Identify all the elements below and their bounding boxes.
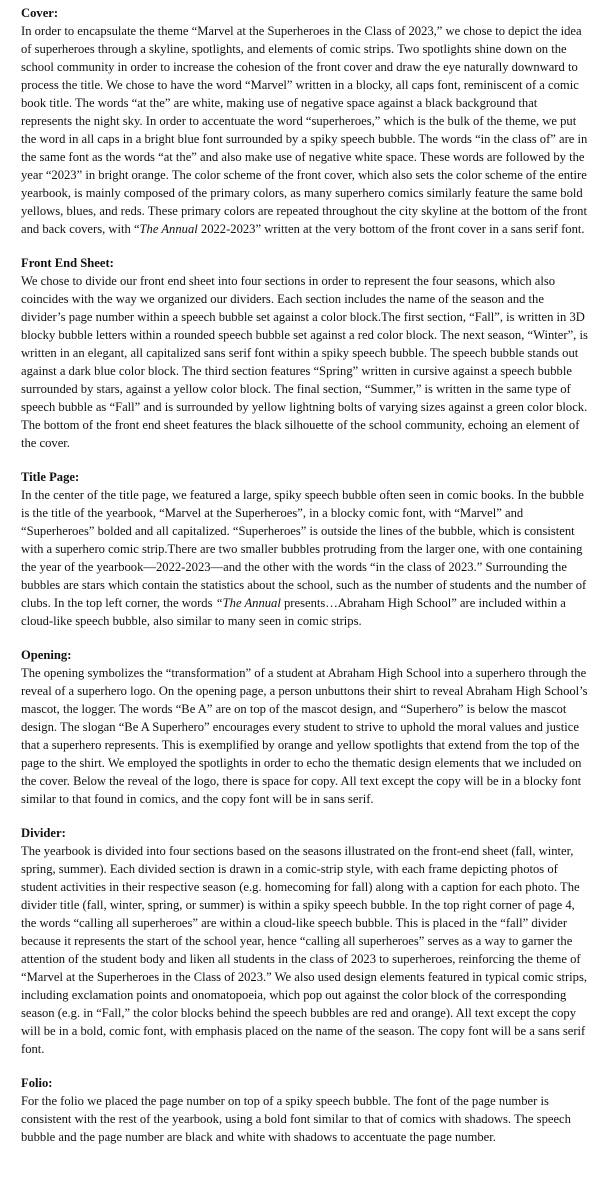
section-divider [21,824,588,1058]
section-title-page [21,468,588,630]
section-heading: Front End Sheet: [21,256,114,270]
section-heading: Folio: [21,1076,53,1090]
body-text: We chose to divide our front end sheet into four sections in order to represent the four seasons, which also coincides with the way we organized our dividers. Each section includes the name of the season and the divider’s page number within a speech bubble set against a color block.The first section, “Fall”, is written in 3D blocky bubble letters within a rounded speech bubble set against a red color block. The next season, “Winter”, is written in an elegant, all capitalized sans serif font within a spiky speech bubble. The speech bubble stands out against a dark blue color block. The third section features “Spring” written in cursive against a speech bubble surrounded by stars, against a yellow color block. The final section, “Summer,” is written in the same type of speech bubble as “Fall” and is surrounded by yellow lightning bolts of varying sizes against a green color block. The bottom of the front end sheet features the black silhouette of the school community, echoing an element of the cover. [21,274,588,450]
section-heading: Title Page: [21,470,80,484]
body-text: The opening symbolizes the “transformation” of a student at Abraham High School into a superhero through the reveal of a superhero logo. On the opening page, a person unbuttons their shirt to reveal Abraham High School’s mascot, the logger. The words “Be A” are on top of the mascot design, and “Superhero” is below the mascot design. The slogan “Be A Superhero” encourages every student to strive to uphold the moral values and justice that a superhero represents. This is exemplified by orange and yellow spotlights that extend from the top of the page to the shirt. We employed the spotlights in order to echo the thematic design elements that we included on the cover. Below the reveal of the logo, there is space for copy. All text except the copy will be in a blocky font similar to that found in comics, and the copy font will be in sans serif. [21,666,588,806]
section-body [21,22,588,238]
section-heading: Opening: [21,648,72,662]
body-text: The yearbook is divided into four sections based on the seasons illustrated on the front-end sheet (fall, winter, spring, summer). Each divided section is drawn in a comic-strip style, with each frame depicting photos of student activities in their respective season (e.g. homecoming for fall) along with a caption for each photo. The divider title (fall, winter, spring, or summer) is within a spiky speech bubble. In the top right corner of page 4, the words “calling all superheroes” are within a cloud-like speech bubble. This is placed in the “fall” divider because it represents the start of the school year, hence “calling all superheroes” serves as a way to garner the attention of the student body and liken all students in the class of 2023 to superheroes, reinforcing the theme of “Marvel at the Superheroes in the Class of 2023.” We also used design elements featured in typical comic strips, including exclamation points and onomatopoeia, which pop out against the color block of the corresponding season (e.g. in “Fall,” the color blocks behind the speech bubbles are red and orange). All text except the copy will be in a bold, comic font, with emphasis placed on the name of the season. The copy font will be a sans serif font. [21,844,588,1056]
section-body [21,486,588,630]
body-text: In the center of the title page, we featured a large, spiky speech bubble often seen in comic books. In the bubble is the title of the yearbook, “Marvel at the Superheroes”, in a blocky comic font, with “Marvel” and “Superheroes” bolded and all capitalized. “Superheroes” is outside the lines of the bubble, which is consistent with a superhero comic strip.There are two smaller bubbles protruding from the larger one, with one containing the year of the yearbook—2022-2023—and the other with the words “in the class of 2023.” Surrounding the bubbles are stars which contain the statistics about the school, such as the number of students and the number of clubs. In the top left corner, the words [21,488,587,610]
body-text: In order to encapsulate the theme “Marvel at the Superheroes in the Class of 2023,” we chose to depict the idea of superheroes through a skyline, spotlights, and elements of comic strips. Two spotlights shine down on the school community in order to increase the cohesion of the front cover and draw the eye naturally downward to process the title. We chose to have the word “Marvel” written in a blocky, all caps font, reminiscent of a comic book title. The words “at the” are white, making use of negative space against a black background that represents the night sky. In order to accentuate the word “superheroes,” which is the bulk of the theme, we put the word in all caps in a bright blue font surrounded by a spiky speech bubble. The words “in the class of” are in the same font as the words “at the” and also make use of negative white space. These words are followed by the year “2023” in bright orange. The color scheme of the front cover, which also sets the color scheme of the entire yearbook, is mainly composed of the primary colors, as many superhero comics similarly feature the same bold yellows, blues, and reds. These primary colors are repeated throughout the city skyline at the bottom of the front and back covers, with “ [21,24,588,236]
section-body [21,272,588,452]
body-text: For the folio we placed the page number on top of a spiky speech bubble. The font of the page number is consistent with the rest of the yearbook, using a bold font similar to that of comics with shadows. The speech bubble and the page number are black and white with shadows to accentuate the page number. [21,1094,571,1144]
section-folio [21,1074,588,1146]
section-body [21,664,588,808]
section-heading: Divider: [21,826,66,840]
section-front-end-sheet [21,254,588,452]
section-heading: Cover: [21,6,59,20]
section-body [21,1092,588,1146]
section-opening [21,646,588,808]
body-text: 2022-2023” written at the very bottom of the front cover in a sans serif font. [197,222,585,236]
italic-title: “The Annual [215,596,281,610]
body-text: presents…Abraham High School” are included within a cloud-like speech bubble, also similar to many seen in comic strips. [21,596,566,628]
italic-title: The Annual [139,222,198,236]
section-body [21,842,588,1058]
section-cover [21,4,588,238]
